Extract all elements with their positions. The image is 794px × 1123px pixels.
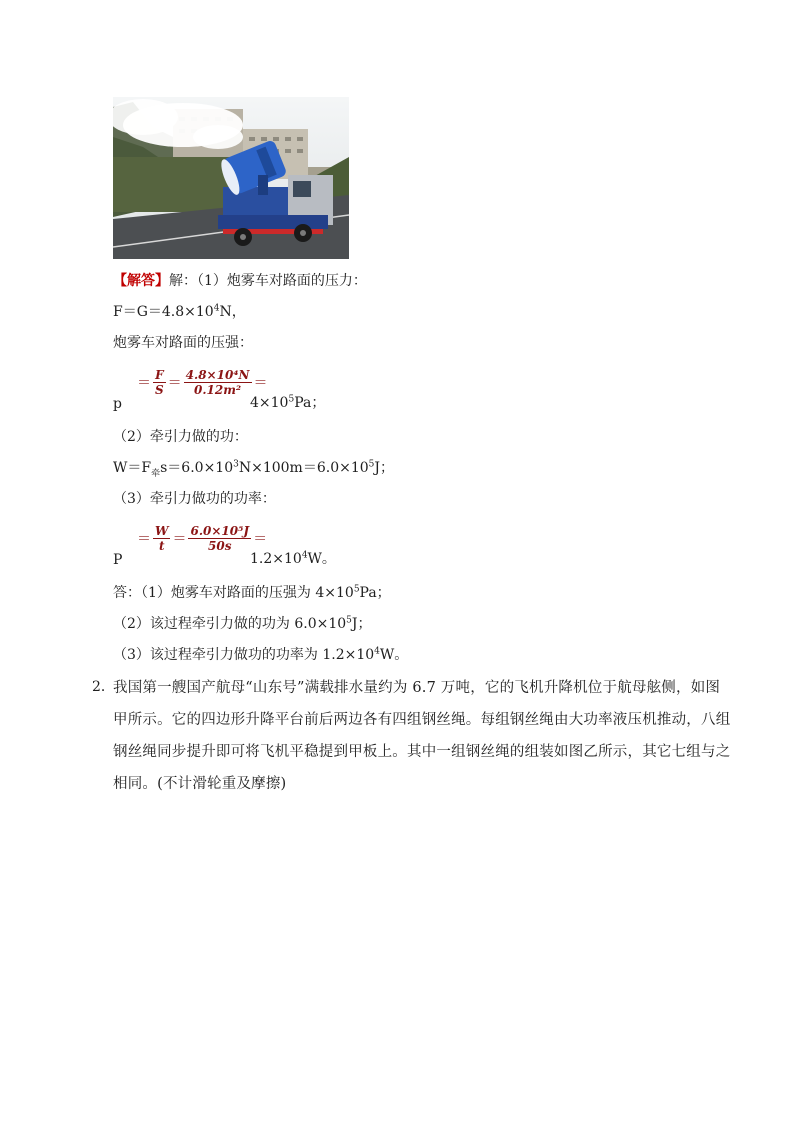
force-equation-text: F＝G＝4.8×10	[113, 304, 214, 320]
answer-2-exponent: 5	[346, 615, 352, 626]
pressure-fraction-symbolic-den: S	[155, 383, 164, 397]
solution-intro-text: 解：（1）炮雾车对路面的压力：	[169, 273, 367, 289]
force-exponent: 4	[213, 303, 220, 314]
answer-3	[113, 644, 408, 664]
power-fraction-numeric-den: 50s	[208, 539, 232, 553]
power-result-exponent: 4	[301, 550, 308, 561]
power-fraction-symbolic	[153, 524, 170, 553]
answer-3-unit: W。	[379, 647, 409, 663]
power-fraction-numeric	[188, 524, 251, 553]
work-unit: J；	[374, 460, 395, 476]
work-exponent-1: 3	[233, 459, 239, 470]
answer-3-text: （3）该过程牵引力做功的功率为 1.2×10	[113, 647, 375, 663]
question-2-line-1: 我国第一艘国产航母“山东号”满载排水量约为 6.7 万吨，它的飞机升降机位于航母舷侧，如图	[113, 680, 721, 696]
work-equation-mid2: N×100m＝6.0×10	[238, 460, 369, 476]
pressure-result-unit: Pa；	[294, 395, 326, 411]
power-label: （3）牵引力做功的功率：	[113, 491, 276, 507]
answer-3-exponent: 4	[374, 646, 380, 657]
answer-1-unit: Pa；	[359, 585, 391, 601]
answer-1-exponent: 5	[353, 584, 360, 595]
power-fraction-numeric-num: 6.0×10⁵J	[190, 524, 250, 538]
power-result-unit: W。	[307, 551, 336, 567]
pressure-result	[250, 392, 325, 412]
answer-2-unit: J；	[351, 616, 372, 632]
answer-1-text: 答：（1）炮雾车对路面的压强为 4×10	[113, 585, 354, 601]
fog-cannon-truck-photo	[113, 97, 349, 259]
pressure-symbol: p	[113, 396, 122, 412]
power-fraction-symbolic-num: W	[155, 524, 169, 538]
force-unit: N，	[219, 304, 246, 320]
answer-1	[113, 582, 391, 602]
pressure-fraction-symbolic-num: F	[155, 368, 164, 382]
answer-2	[113, 613, 372, 633]
question-2-line-4: 相同。(不计滑轮重及摩擦)	[113, 776, 287, 792]
pressure-fraction-numeric	[184, 368, 252, 397]
answer-2-text: （2）该过程牵引力做的功为 6.0×10	[113, 616, 347, 632]
force-equation	[113, 301, 246, 321]
power-result	[250, 548, 336, 568]
pressure-fraction-numeric-num: 4.8×10⁴N	[185, 368, 250, 382]
solution-intro	[113, 270, 367, 290]
work-equation-mid1: s＝6.0×10	[160, 460, 234, 476]
power-symbol: P	[113, 552, 123, 568]
power-fraction-symbolic-den: t	[158, 539, 165, 553]
work-exponent-2: 5	[368, 459, 375, 470]
question-2-line-3: 钢丝绳同步提升即可将飞机平稳提到甲板上。其中一组钢丝绳的组装如图乙所示，其它七组与之	[113, 744, 731, 760]
question-2-number: 2．	[92, 679, 115, 695]
solution-tag: 【解答】	[113, 273, 169, 289]
work-equation-start: W＝F	[113, 460, 152, 476]
work-subscript: 牵	[151, 468, 161, 479]
work-equation	[113, 457, 394, 477]
pressure-result-text: 4×10	[250, 395, 289, 411]
pressure-result-exponent: 5	[288, 394, 295, 405]
pressure-label: 炮雾车对路面的压强：	[113, 335, 253, 351]
pressure-fraction-numeric-den: 0.12m²	[194, 383, 242, 397]
pressure-fraction-symbolic	[153, 368, 166, 397]
question-2-line-2: 甲所示。它的四边形升降平台前后两边各有四组钢丝绳。每组钢丝绳由大功率液压机推动，八组	[113, 712, 731, 728]
work-label: （2）牵引力做的功：	[113, 429, 248, 445]
power-result-text: 1.2×10	[250, 551, 302, 567]
document-page: 【解答】解：（1）炮雾车对路面的压力： $F=G=4.8\times 10^4N$， 炮雾车对路面的压强： p ＝ $\frac{F}{S}$ ＝ $\frac{\text{4.8×10⁴N}}{\text{0.12m²}}$ ＝ $4\times 10^5Pa$； （2）牵引力做的功： $W=F_牵s=6.0\times 10^3N\times 100m=6.0\times 10^5J$； （3）牵引力做功的功率： P ＝ $\frac{W}{t}$ ＝ $\frac{\text{6.0×10⁵J}}{50s}$ ＝ $1.2\times 10^4W$。 答：（1）炮雾车对路面的压强为 $4\times 10^5Pa$； （2）该过程牵引力做的功为 $6.0\times 10^5J$； （3）该过程牵引力做功的功率为 $1.2\times 10^4W$。 2． 我国第一艘国产航母“山东号”满载排水量约为 6.7 万吨，它的飞机升降机位于航母舷侧，如图 甲所示。它的四边形升降平台前后两边各有四组钢丝绳。每组钢丝绳由大功率液压机推动，八组 钢丝绳同步提升即可将飞机平稳提到甲板上。其中一组钢丝绳的组装如图乙所示，其它七组与之 相同。(不计滑轮重及摩擦)	[0, 0, 794, 1123]
